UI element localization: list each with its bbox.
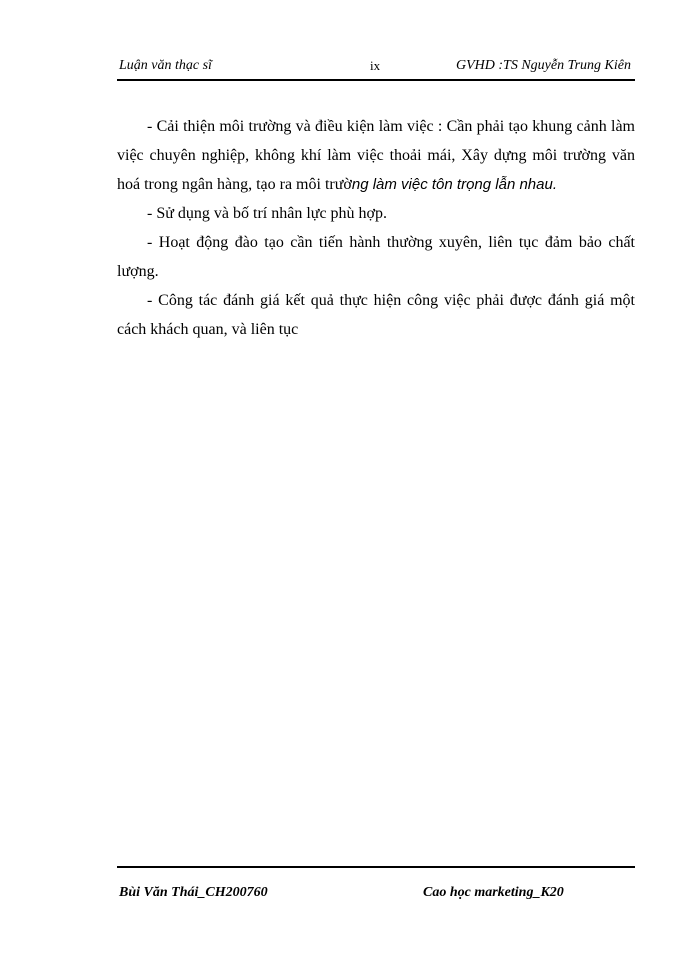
page-header	[117, 58, 635, 78]
header-advisor: GVHD :TS Nguyễn Trung Kiên	[456, 58, 631, 73]
page-footer	[117, 885, 635, 905]
paragraph-evaluation: - Công tác đánh giá kết quả thực hiện công việc phải được đánh giá một cách khách quan, và liên tục	[117, 292, 635, 338]
paragraph-staff-allocation: - Sử dụng và bố trí nhân lực phù hợp.	[147, 205, 387, 222]
header-thesis-type: Luận văn thạc sĩ	[119, 58, 212, 73]
paragraph-work-environment	[117, 112, 635, 199]
page-body	[117, 112, 635, 344]
footer-divider	[117, 866, 635, 868]
footer-program: Cao học marketing_K20	[423, 885, 564, 900]
paragraph-work-environment-italic: ng làm việc tôn trọng lẫn nhau.	[351, 176, 557, 193]
footer-author: Bùi Văn Thái_CH200760	[119, 885, 268, 900]
paragraph-work-environment-text: - Cải thiện môi trường và điều kiện làm việc : Cần phải tạo khung cảnh làm việc chuyên nghiệp, không khí làm việc thoải mái, Xây dựng môi trường văn hoá trong ngân hàng, tạo ra môi trườ	[117, 118, 635, 193]
page-number: ix	[370, 58, 381, 73]
header-divider	[117, 79, 635, 81]
paragraph-training: - Hoạt động đào tạo cần tiến hành thường xuyên, liên tục đảm bảo chất lượng.	[117, 234, 635, 280]
